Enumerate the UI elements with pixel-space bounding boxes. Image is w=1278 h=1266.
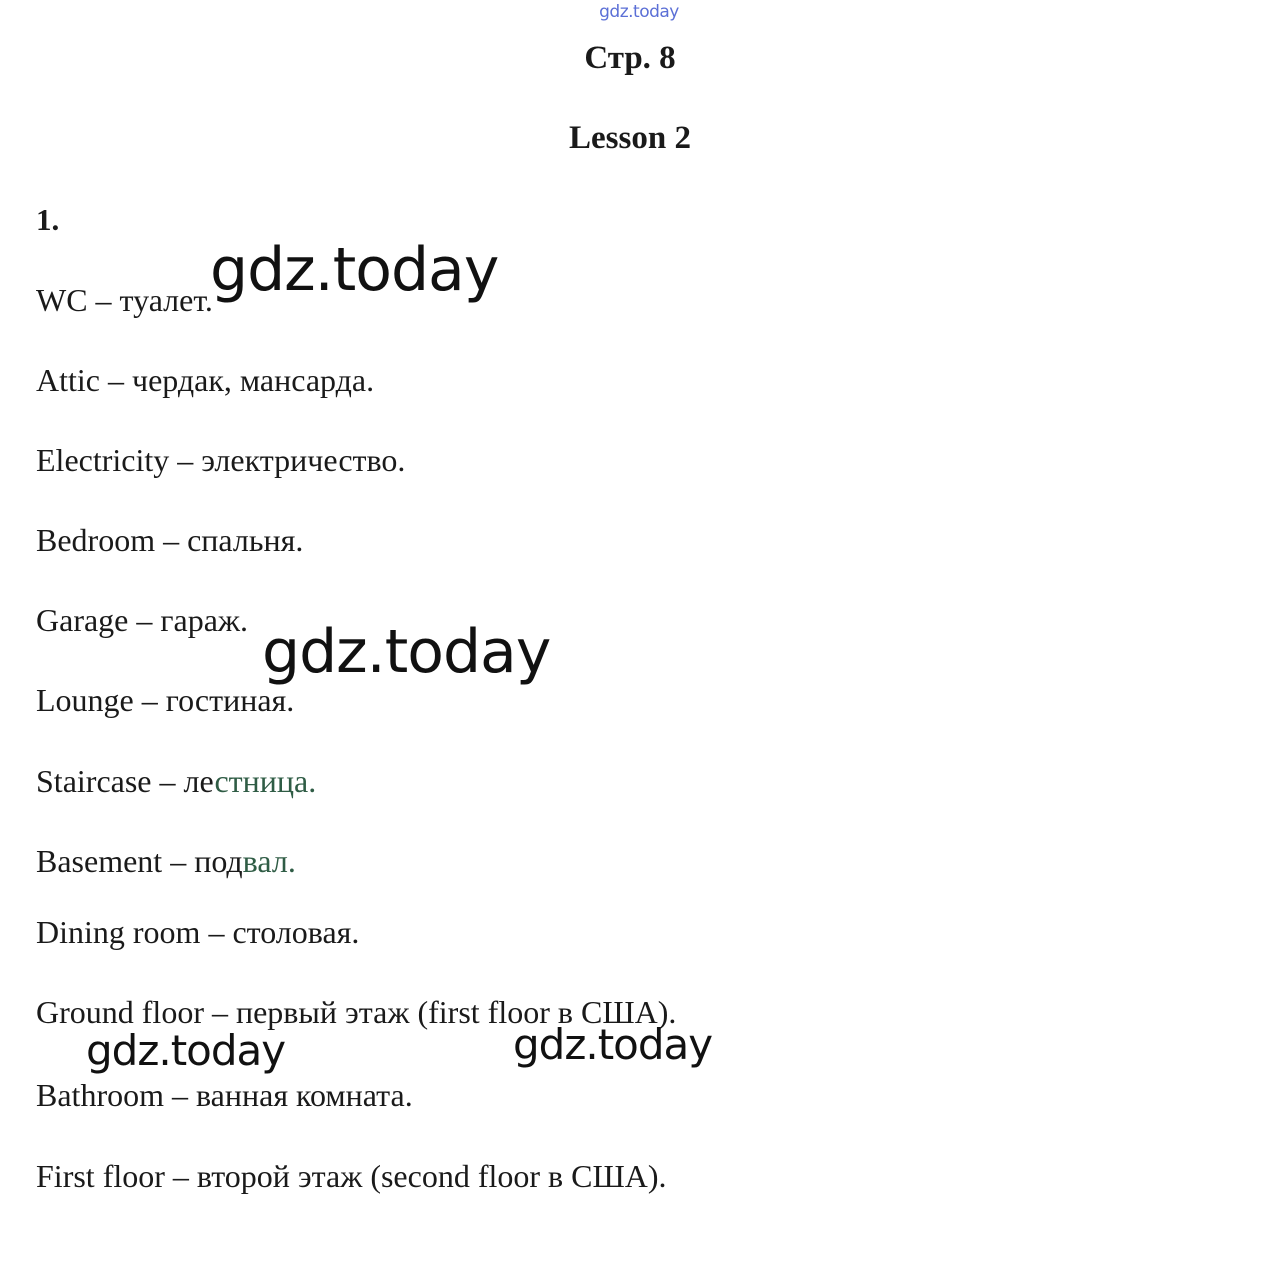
watermark: gdz.today (86, 1026, 286, 1075)
vocab-translation: электричество. (201, 442, 406, 478)
vocab-translation-end: стница. (214, 763, 317, 799)
vocab-translation: ванная комната. (195, 1077, 413, 1113)
vocab-item-lounge (36, 682, 294, 719)
vocab-translation: спальня. (187, 522, 304, 558)
vocab-item-bedroom (36, 522, 303, 559)
vocab-item-basement (36, 843, 296, 880)
watermark: gdz.today (262, 617, 551, 687)
watermark: gdz.today (210, 235, 499, 305)
vocab-term: First floor (36, 1158, 165, 1194)
page-number-title: Стр. 8 (584, 40, 676, 76)
vocab-item-staircase (36, 763, 316, 800)
vocab-separator: – (128, 602, 161, 638)
vocab-term: Staircase (36, 763, 152, 799)
vocab-separator: – (87, 282, 120, 318)
vocab-translation: гостиная. (165, 682, 295, 718)
vocab-separator: – (151, 763, 184, 799)
watermark: gdz.today (513, 1020, 713, 1069)
vocab-separator: – (169, 442, 202, 478)
lesson-title: Lesson 2 (569, 120, 691, 156)
exercise-number: 1. (36, 202, 60, 237)
vocab-term: Ground floor (36, 994, 204, 1030)
top-watermark: gdz.today (599, 2, 679, 22)
vocab-item-electricity (36, 442, 405, 479)
vocab-translation: туалет. (119, 282, 213, 318)
vocab-term: Dining room (36, 914, 201, 950)
vocab-translation: гараж. (160, 602, 249, 638)
vocab-translation-end: вал. (242, 843, 296, 879)
vocab-separator: – (200, 914, 233, 950)
vocab-item-first-floor (36, 1158, 667, 1195)
vocab-separator: – (203, 994, 236, 1030)
vocab-item-bathroom (36, 1077, 413, 1114)
vocab-separator: – (163, 1077, 196, 1113)
vocab-item-dining-room (36, 914, 359, 951)
vocab-term: Attic (36, 362, 100, 398)
vocab-term: Electricity (36, 442, 170, 478)
vocab-term: Basement (36, 843, 163, 879)
vocab-separator: – (133, 682, 166, 718)
vocab-item-attic (36, 362, 374, 399)
vocab-translation-start: под (194, 843, 243, 879)
vocab-translation-start: ле (183, 763, 215, 799)
vocab-term: WC (36, 282, 88, 318)
vocab-translation: второй этаж (second floor в США). (196, 1158, 667, 1194)
vocab-translation: чердак, мансарда. (131, 362, 375, 398)
vocab-translation: столовая. (232, 914, 360, 950)
vocab-term: Bathroom (36, 1077, 164, 1113)
vocab-translation: первый этаж (first floor в США). (235, 994, 677, 1030)
vocab-term: Bedroom (36, 522, 156, 558)
vocab-separator: – (164, 1158, 197, 1194)
vocab-separator: – (99, 362, 132, 398)
vocab-separator: – (162, 843, 195, 879)
vocab-term: Garage (36, 602, 129, 638)
vocab-separator: – (155, 522, 188, 558)
vocab-term: Lounge (36, 682, 134, 718)
vocab-item-wc (36, 282, 213, 319)
vocab-item-garage (36, 602, 248, 639)
